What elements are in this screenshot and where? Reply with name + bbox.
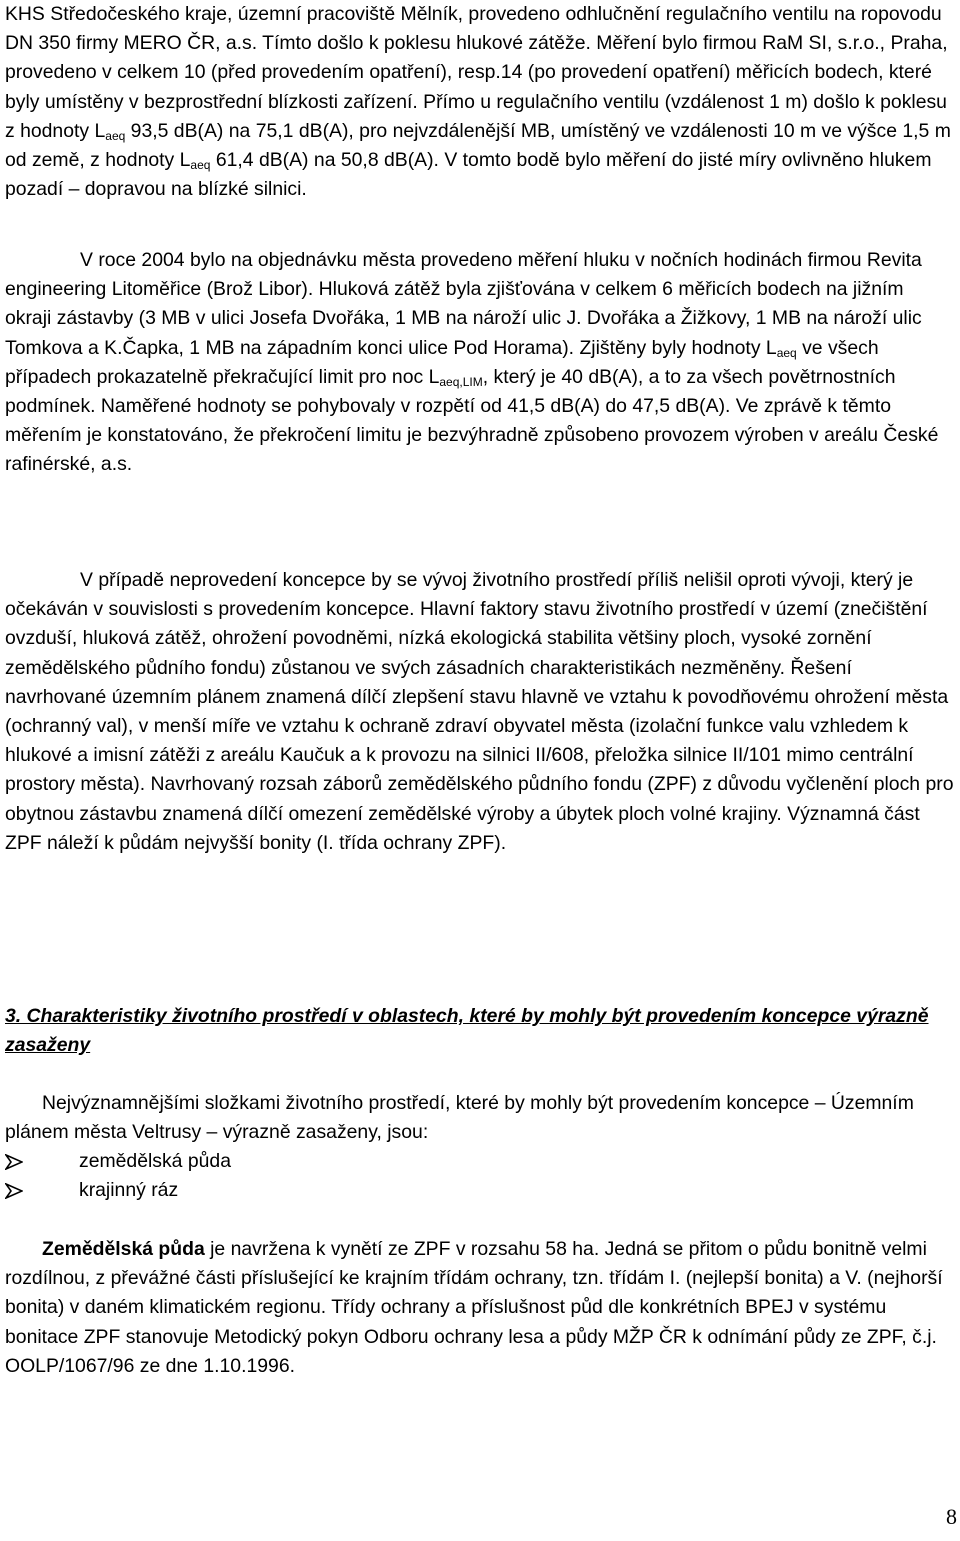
list-item — [5, 1147, 955, 1176]
paragraph-agricultural-land — [5, 1235, 955, 1381]
text-run: 93,5 dB(A) na 75,1 dB(A), pro nejvzdálenější MB, umístěný ve vzdálenosti 10 m ve výšce 1,5 m od země, z hodnoty L — [5, 119, 951, 172]
text-run: ve všech případech prokazatelně překračující limit pro noc L — [5, 336, 879, 388]
list-item-label: krajinný ráz — [79, 1179, 179, 1202]
page-number: 8 — [946, 1504, 957, 1529]
list-item — [5, 1176, 955, 1205]
subscript: aeq,LIM — [439, 374, 483, 389]
paragraph-measurement-2004 — [5, 246, 955, 480]
text-run: V roce 2004 bylo na objednávku města provedeno měření hluku v nočních hodinách firmou Revita engineering Litoměřice (Brož Libor). Hluková zátěž byla zjišťována v celkem 6 měřicích bodech na jižním okraji zástavby (3 MB v ulici Josefa Dvořáka, 1 MB na nároží ulic J. Dvořáka a Žižkovy, 1 MB na nároží ulic Tomkova a K.Čapka, 1 MB na západním konci ulice Pod Horama). Zjištěny byly hodnoty L — [5, 249, 922, 359]
section-heading: 3. Charakteristiky životního prostředí v oblastech, které by mohly být provedením koncepce výrazně zasaženy — [5, 1005, 929, 1057]
text-run: 61,4 dB(A) na 50,8 dB(A). V tomto bodě bylo měření do jisté míry ovlivněno hlukem pozadí – dopravou na blízké silnici. — [5, 149, 932, 201]
paragraph-components-intro: Nejvýznamnějšími složkami životního prostředí, které by mohly být provedením koncepce – Územním plánem města Veltrusy – výrazně zasaženy, jsou: — [5, 1092, 914, 1144]
text-run: , který je 40 dB(A), a to za všech povětrnostních podmínek. Naměřené hodnoty se pohybovaly v rozpětí od 41,5 dB(A) do 47,5 dB(A). Ve zprávě k těmto měřením je konstatováno, že překročení limitu je bezvýhradně způsobeno provozem výroben v areálu České rafinérské, a.s. — [5, 365, 939, 476]
paragraph-noise-reduction — [5, 0, 955, 204]
list-item-label: zemědělská půda — [79, 1150, 231, 1172]
components-list — [5, 1147, 955, 1205]
subscript: aeq — [190, 158, 211, 173]
text-run: je navržena k vynětí ze ZPF v rozsahu 58 ha. Jedná se přitom o půdu bonitně velmi rozdílnou, z převážné části příslušející ke krajním třídám ochrany, tzn. třídám I. (nejlepší bonita) a V. (nejhorší bonita) v daném klimatickém regionu. Třídy ochrany a příslušnost půd dle konkrétních BPEJ v systému bonitace ZPF stanovuje Metodický pokyn Odboru ochrany lesa a půdy MŽP ČR k odnímání půdy ze ZPF, č.j. OOLP/1067/96 ze dne 1.10.1996. — [5, 1238, 943, 1377]
bold-term: Zemědělská půda — [42, 1238, 205, 1260]
text-run: KHS Středočeského kraje, územní pracoviště Mělník, provedeno odhlučnění regulačního ventilu na ropovodu DN 350 firmy MERO ČR, a.s. Tímto došlo k poklesu hlukové zátěže. Měření bylo firmou RaM SI, s.r.o., Praha, provedeno v celkem 10 (před provedením opatření), resp.14 (po provedení opatření) měřicích bodech, které byly umístěny v bezprostřední blízkosti zařízení. Přímo u regulačního ventilu (vzdálenost 1 m) došlo k poklesu z hodnoty L — [5, 3, 948, 142]
arrowhead-bullet-icon — [5, 1154, 23, 1170]
arrowhead-bullet-icon — [5, 1183, 23, 1199]
subscript: aeq — [776, 345, 797, 360]
paragraph-non-implementation: V případě neprovedení koncepce by se vývoj životního prostředí příliš nelišil oproti vývoji, který je očekáván v souvislosti s provedením koncepce. Hlavní faktory stavu životního prostředí v území (znečištění ovzduší, hluková zátěž, ohrožení povodněmi, nízká ekologická stabilita většiny ploch, vysoké zornění zemědělského půdního fondu) zůstanou ve svých zásadních charakteristikách nezměněny. Řešení navrhované územním plánem znamená dílčí zlepšení stavu hlavně ve vztahu k povodňovému ohrožení města (ochranný val), v menší míře ve vztahu k ochraně zdraví obyvatel města (izolační funkce valu vzhledem k hlukové a imisní zátěži z areálu Kaučuk a k provozu na silnici II/608, přeložka silnice II/101 mimo centrální prostory města). Navrhovaný rozsah záborů zemědělského půdního fondu (ZPF) z důvodu vyčlenění ploch pro obytnou zástavbu znamená dílčí omezení zemědělské výroby a úbytek ploch volné krajiny. Významná část ZPF náleží k půdám nejvyšší bonity (I. třída ochrany ZPF). — [5, 569, 954, 854]
subscript: aeq — [105, 128, 126, 143]
